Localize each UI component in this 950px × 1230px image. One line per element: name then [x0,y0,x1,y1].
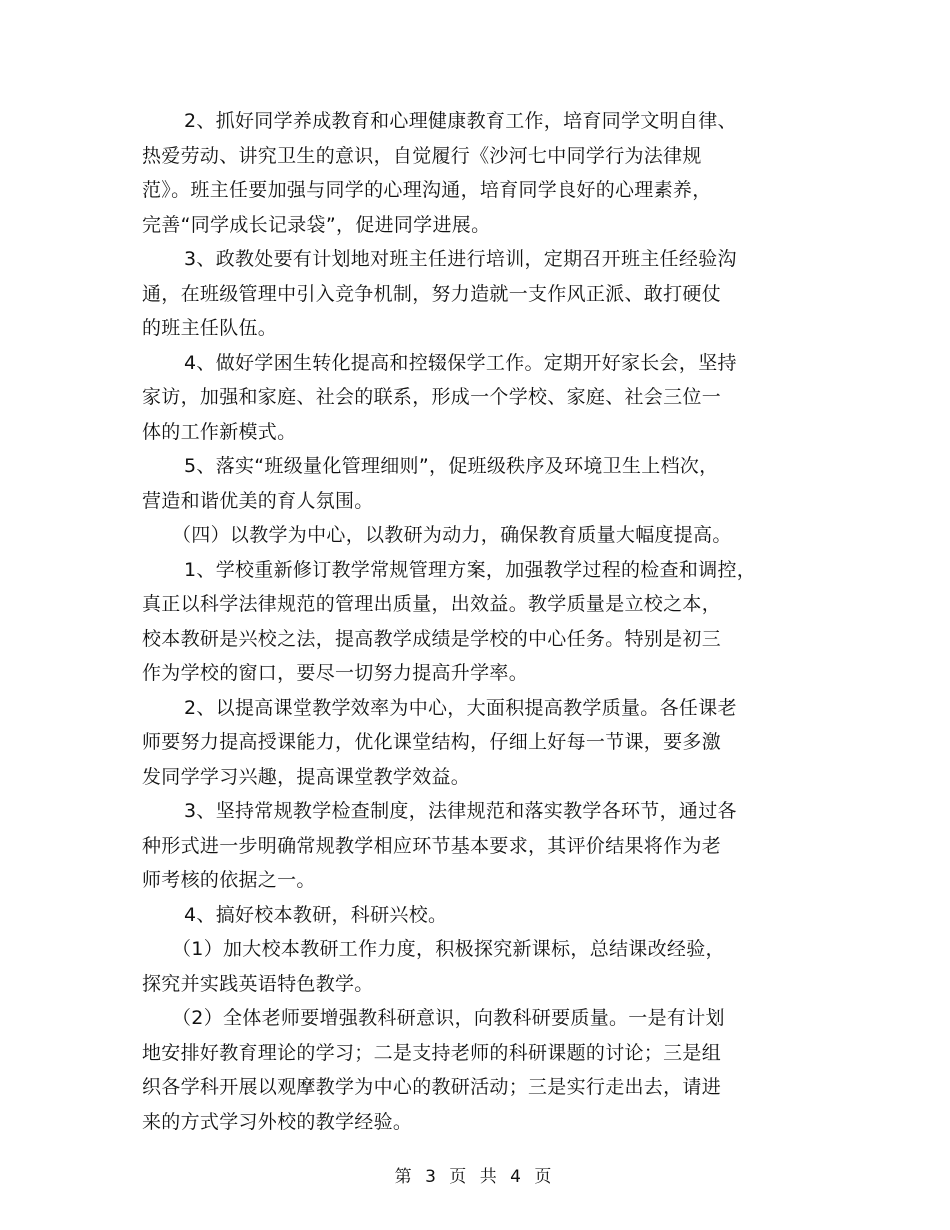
text-line: 2、抓好同学养成教育和心理健康教育工作，培育同学文明自律、 [184,110,737,132]
text-line: 探究并实践英语特色教学。 [142,972,374,995]
text-line: （1）加大校本教研工作力度，积极探究新课标，总结课改经验， [172,938,725,960]
text-line: （2）全体老师要增强教科研意识，向教科研要质量。一是有计划 [172,1007,725,1029]
text-line: 地安排好教育理论的学习；二是支持老师的科研课题的讨论；三是组 [142,1041,722,1064]
text-line: 热爱劳动、讲究卫生的意识，自觉履行《沙河七中同学行为法律规 [142,144,702,167]
text-line: 的班主任队伍。 [142,317,278,339]
text-line: 1、学校重新修订教学常规管理方案，加强教学过程的检查和调控， [184,558,757,581]
text-line: 织各学科开展以观摩教学为中心的教研活动；三是实行走出去，请进 [142,1076,722,1098]
page-footer: 第 3 页 共 4 页 [394,1167,556,1187]
text-line: 通，在班级管理中引入竞争机制，努力造就一支作风正派、敢打硬仗 [142,282,722,305]
text-line: 4、搞好校本教研，科研兴校。 [184,903,448,926]
text-line: 营造和谐优美的育人氛围。 [142,489,374,512]
text-line: 师要努力提高授课能力，优化课堂结构，仔细上好每一节课，要多激 [142,731,722,753]
text-line: 校本教研是兴校之法，提高教学成绩是学校的中心任务。特别是初三 [142,627,722,650]
text-line: （四）以教学为中心，以教研为动力，确保教育质量大幅度提高。 [172,524,732,546]
text-line: 2、以提高课堂教学效率为中心，大面积提高教学质量。各任课老 [184,696,737,719]
text-line: 体的工作新模式。 [142,420,297,443]
text-line: 5、落实“班级量化管理细则”，促班级秩序及环境卫生上档次， [184,455,719,477]
text-line: 家访，加强和家庭、社会的联系，形成一个学校、家庭、社会三位一 [142,386,722,408]
text-line: 师考核的依据之一。 [142,869,316,891]
text-line: 3、政教处要有计划地对班主任进行培训，定期召开班主任经验沟 [184,248,737,270]
text-line: 真正以科学法律规范的管理出质量，出效益。教学质量是立校之本， [142,593,722,615]
text-line: 范》。班主任要加强与同学的心理沟通，培育同学良好的心理素养， [142,179,712,201]
document-body [142,104,818,1139]
text-line: 3、坚持常规教学检查制度，法律规范和落实教学各环节，通过各 [184,800,737,822]
text-line: 完善“同学成长记录袋”，促进同学进展。 [142,213,491,236]
text-line: 种形式进一步明确常规教学相应环节基本要求，其评价结果将作为老 [142,834,722,857]
text-line: 4、做好学困生转化提高和控辍保学工作。定期开好家长会，坚持 [184,351,737,374]
text-line: 作为学校的窗口，要尽一切努力提高升学率。 [142,662,529,684]
text-line: 发同学学习兴趣，提高课堂教学效益。 [142,765,471,788]
text-line: 来的方式学习外校的教学经验。 [142,1110,413,1133]
